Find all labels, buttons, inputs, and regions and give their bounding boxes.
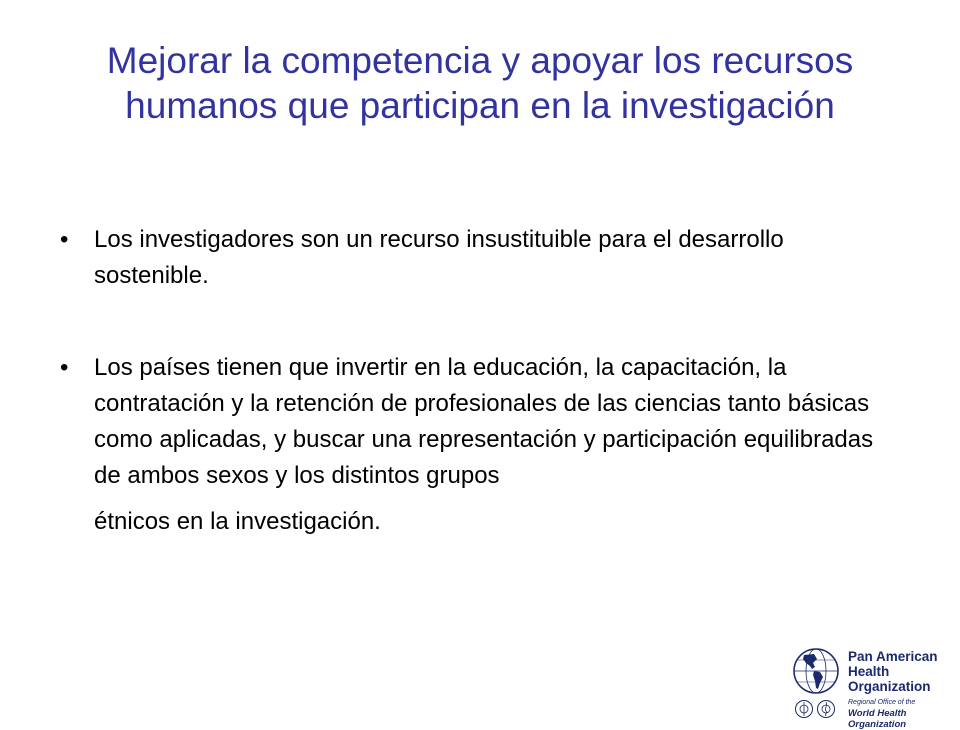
org-subtitle	[848, 697, 960, 730]
bullet-item	[60, 222, 890, 294]
paho-logo	[790, 645, 960, 730]
org-name-line-2: Health	[848, 664, 890, 679]
title-line-1: Mejorar la competencia y apoyar los recursos	[106, 40, 854, 81]
title-line-2: humanos que participan en la investigación	[125, 85, 835, 126]
bullet-text: Los países tienen que invertir en la educación, la capacitación, la contratación y la retención de profesionales de las ciencias tanto básicas como aplicadas, y buscar una representación y participación equilibradas de ambos sexos y los distintos grupos	[94, 354, 874, 489]
bullet-dot: •	[60, 226, 69, 253]
bullet-list	[60, 222, 890, 540]
americas-globe-icon	[792, 647, 840, 695]
slide-title	[30, 38, 930, 128]
org-name-line-3: Organization	[848, 679, 931, 694]
org-name	[848, 649, 938, 694]
bullet-dot: •	[60, 354, 69, 381]
paho-seal-icon	[796, 701, 813, 718]
bullet-text: Los investigadores son un recurso insustituible para el desarrollo sostenible.	[94, 226, 784, 289]
seals	[794, 699, 838, 719]
who-seal-icon	[818, 701, 835, 718]
org-name-line-1: Pan American	[848, 649, 938, 664]
bullet-text-continuation: étnicos en la investigación.	[94, 508, 381, 535]
org-subtitle-line-2: World Health Organization	[848, 708, 907, 730]
bullet-item	[60, 350, 890, 540]
org-subtitle-line-1: Regional Office of the	[848, 699, 916, 706]
